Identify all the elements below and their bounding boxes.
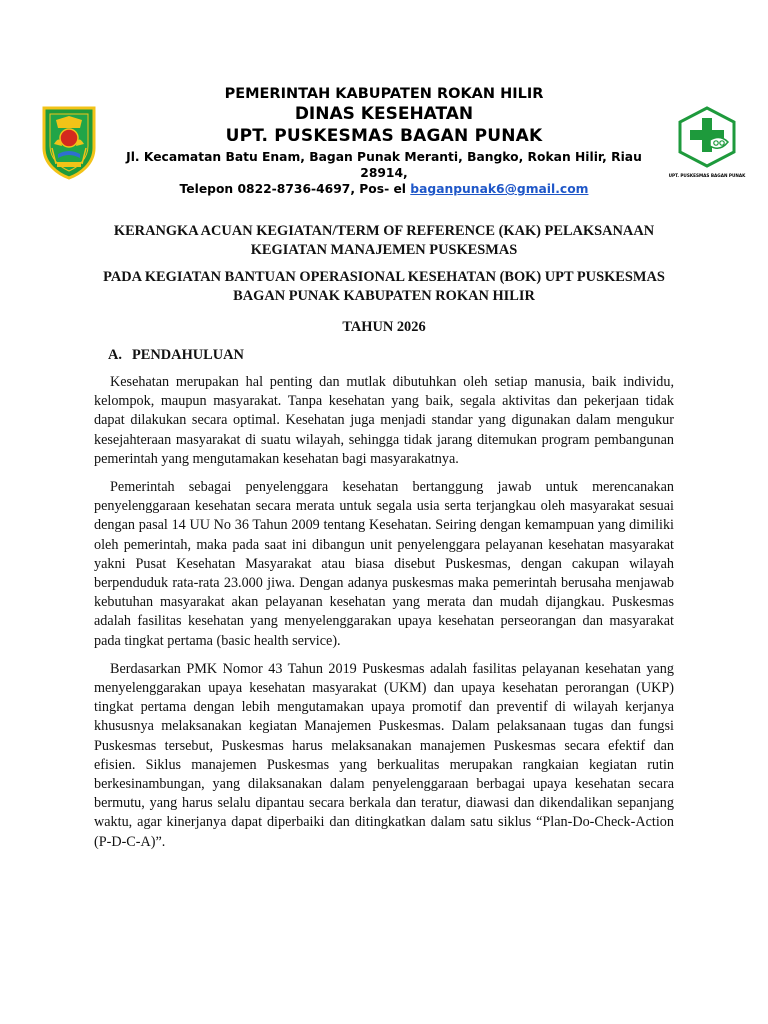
paragraph: Pemerintah sebagai penyelenggara kesehatan bertanggung jawab untuk merencanakan penyelenggaraan kesehatan secara merata untuk segala usia serta terjangkau oleh masyarakat sesuai dengan pasal 14 UU No 36 Tahun 2009 tentang Kesehatan. Seiring dengan kemampuan yang dimiliki oleh pemerintah, maka pada saat ini dibangun unit penyelenggara pelayanan kesehatan masyarakat yakni Pusat Kesehatan Masyarakat atau biasa disebut Puskesmas, dengan cakupan wilayah berpenduduk rata-rata 23.000 jiwa. Dengan adanya puskesmas maka pemerintah berusaha menjawab kebutuhan masyarakat akan pelayanan kesehatan yang merata dan mudah dijangkau. Puskesmas adalah fasilitas kesehatan yang menyelenggarakan upaya kesehatan perseorangan dan masyarakat pada tingkat pertama (basic health service). [94,479,674,649]
address-line: Jl. Kecamatan Batu Enam, Bagan Punak Meranti, Bangko, Rokan Hilir, Riau 28914, [126,150,642,180]
section-heading [108,346,674,365]
document-year: TAHUN 2026 [342,319,426,335]
section-title: PENDAHULUAN [132,347,244,363]
puskesmas-logo-icon [668,106,746,182]
contact-line [108,181,660,198]
document-title: KERANGKA ACUAN KEGIATAN/TERM OF REFERENCE (KAK) PELAKSANAAN KEGIATAN MANAJEMEN PUSKESMAS [113,223,655,258]
section-number: A. [108,347,122,363]
agency-name: DINAS KESEHATAN [294,104,474,124]
government-name: PEMERINTAH KABUPATEN ROKAN HILIR [224,86,544,102]
letterhead-text [108,84,660,198]
paragraph: Berdasarkan PMK Nomor 43 Tahun 2019 Puskesmas adalah fasilitas pelayanan kesehatan yang menyelenggarakan upaya kesehatan masyarakat (UKM) dan upaya kesehatan perorangan (UKP) tingkat pertama dengan lebih mengutamakan upaya promotif dan preventif di wilayah kerjanya khususnya melaksanakan kegiatan Manajemen Puskesmas. Dalam pelaksanaan tugas dan fungsi Puskesmas tersebut, Puskesmas harus melaksanakan manajemen Puskesmas secara efektif dan efisien. Siklus manajemen Puskesmas yang berkualitas merupakan rangkaian kegiatan rutin berkesinambungan, yang dilaksanakan dalam penyelenggaraan berbagai upaya kesehatan secara bermutu, yang harus selalu dipantau secara berkala dan teratur, diawasi dan dikendalikan sepanjang waktu, agar kinerjanya dapat diperbaiki dan ditingkatkan dalam satu siklus “Plan-Do-Check-Action (P-D-C-A)”. [94,660,674,850]
document-body [94,222,674,852]
paragraph: Kesehatan merupakan hal penting dan mutlak dibutuhkan oleh setiap manusia, baik individu, kelompok, maupun masyarakat. Tanpa kesehatan yang baik, segala aktivitas dan pekerjaan tidak dapat dilakukan secara optimal. Kesehatan juga menjadi standar yang digunakan dalam mengukur kesejahteraan masyarakat di suatu wilayah, sehingga tidak jarang ditemukan program pembangunan pemerintah yang mengutamakan kesehatan bagi masyarakatnya. [94,374,674,467]
unit-name: UPT. PUSKESMAS BAGAN PUNAK [225,126,543,146]
phone-text: Telepon 0822-8736-4697, Pos- el [179,182,411,196]
document-subtitle: PADA KEGIATAN BANTUAN OPERASIONAL KESEHATAN (BOK) UPT PUSKESMAS BAGAN PUNAK KABUPATEN ROKAN HILIR [103,269,665,304]
letterhead [0,84,768,204]
email-link[interactable]: baganpunak6@gmail.com [410,182,589,196]
rokan-hilir-emblem-icon [40,104,98,180]
logo-caption: UPT. PUSKESMAS BAGAN PUNAK [668,173,746,178]
